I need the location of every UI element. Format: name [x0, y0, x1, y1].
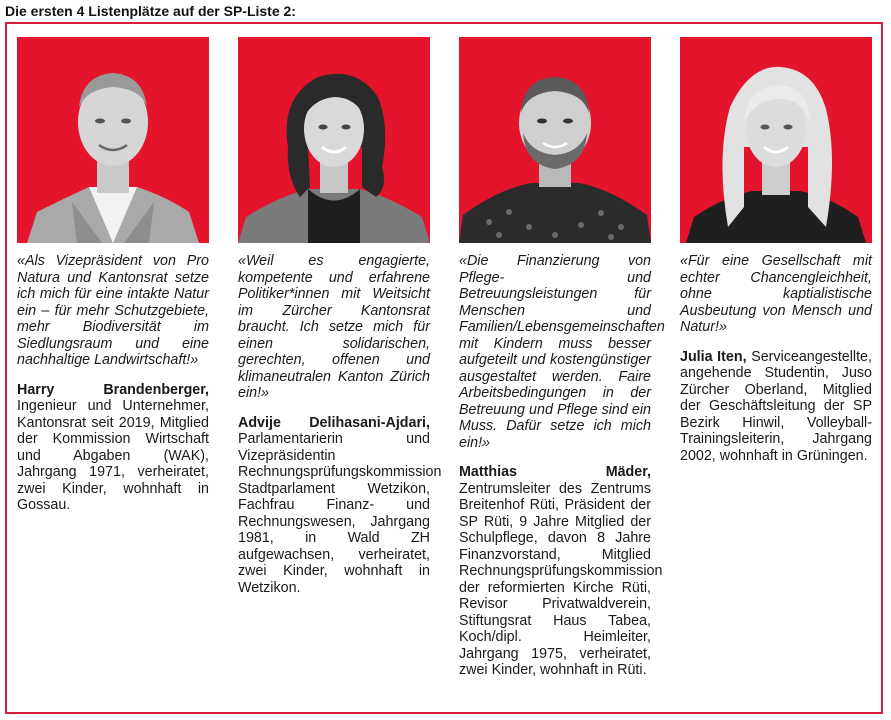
candidate-card: [680, 37, 872, 464]
portrait-woman-dark-hair-icon: [238, 37, 430, 243]
candidate-card: [17, 37, 209, 514]
candidate-quote: «Als Vizepräsident von Pro Natura und Kantonsrat setze ich mich für eine intakte Natur ein – für mehr Schutzgebiete, mehr Biodiversität im Siedlungsraum und eine nachhaltige Landwirtschaft!»: [17, 253, 209, 368]
candidate-quote: «Für eine Gesellschaft mit echter Chancengleichheit, ohne kaptialistische Ausbeutung von Mensch und Natur!»: [680, 253, 872, 335]
candidate-name: Julia Iten,: [680, 348, 747, 365]
candidate-bio-text: Zentrumsleiter des Zentrums Breitenhof Rüti, Präsident der SP Rüti, 9 Jahre Mitglied der Schulpflege, davon 8 Jahre Finanzvorstand, Mitglied Rechnungsprüfungskommission der reformierten Kirche Rüti, Revisor Privatwaldverein, Stiftungsrat Haus Tabea, Koch/dipl. Heimleiter, Jahrgang 1975, verheiratet, zwei Kinder, wohnhaft in Rüti.: [459, 480, 663, 678]
portrait-man-grey-hair-icon: [17, 37, 209, 243]
candidate-quote: «Weil es engagierte, kompetente und erfahrene Politiker*innen mit Weitsicht im Zürcher Kantonsrat braucht. Ich setze mich für einen solidarischen, gerechten, offenen und klimaneutralen Kanton Zürich ein!»: [238, 253, 430, 401]
candidate-name: Matthias Mäder,: [459, 464, 651, 480]
candidate-card: [238, 37, 442, 596]
candidate-bio: [459, 464, 663, 679]
candidate-bio: [238, 414, 442, 597]
candidate-bio-text: Ingenieur und Unternehmer, Kantonsrat seit 2019, Mitglied der Kommission Wirtschaft und Abgaben (WAK), Jahrgang 1971, verheiratet, zwei Kinder, wohnhaft in Gossau.: [17, 398, 209, 513]
page-heading: Die ersten 4 Listenplätze auf der SP-Liste 2:: [5, 3, 296, 19]
candidate-name: Advije Delihasani-Ajdari,: [238, 414, 430, 431]
portrait-woman-blonde-hair-icon: [680, 37, 872, 243]
candidate-bio: [17, 382, 209, 514]
candidate-card: [459, 37, 665, 679]
candidate-bio-text: Parlamentarierin und Vizepräsidentin Rechnungsprüfungskommission Stadtparlament Wetzikon, Fachfrau Finanz- und Rechnungswesen, Jahrgang 1981, in Wald ZH aufgewachsen, verheiratet, zwei Kinder, wohnhaft in Wetzikon.: [238, 431, 442, 596]
candidate-quote: «Die Finanzierung von Pflege- und Betreuungsleistungen für Menschen und Familien/Lebensgemeinschaften mit Kindern muss besser aufgeteilt und kostengünstiger ausgestaltet werden. Faire Arbeitsbedingungen in der Betreuung und Pflege sind ein Muss. Dafür setze ich mich ein!»: [459, 253, 665, 451]
candidate-bio-text: Serviceangestellte, angehende Studentin, Juso Zürcher Oberland, Mitglied der Geschäftsleitung der SP Bezirk Hinwil, Volleyball-Trainingsleiterin, Jahrgang 2002, wohnhaft in Grüningen.: [680, 348, 872, 464]
candidate-name: Harry Brandenberger,: [17, 381, 209, 398]
candidate-bio: [680, 349, 872, 465]
portrait-man-beard-icon: [459, 37, 651, 243]
